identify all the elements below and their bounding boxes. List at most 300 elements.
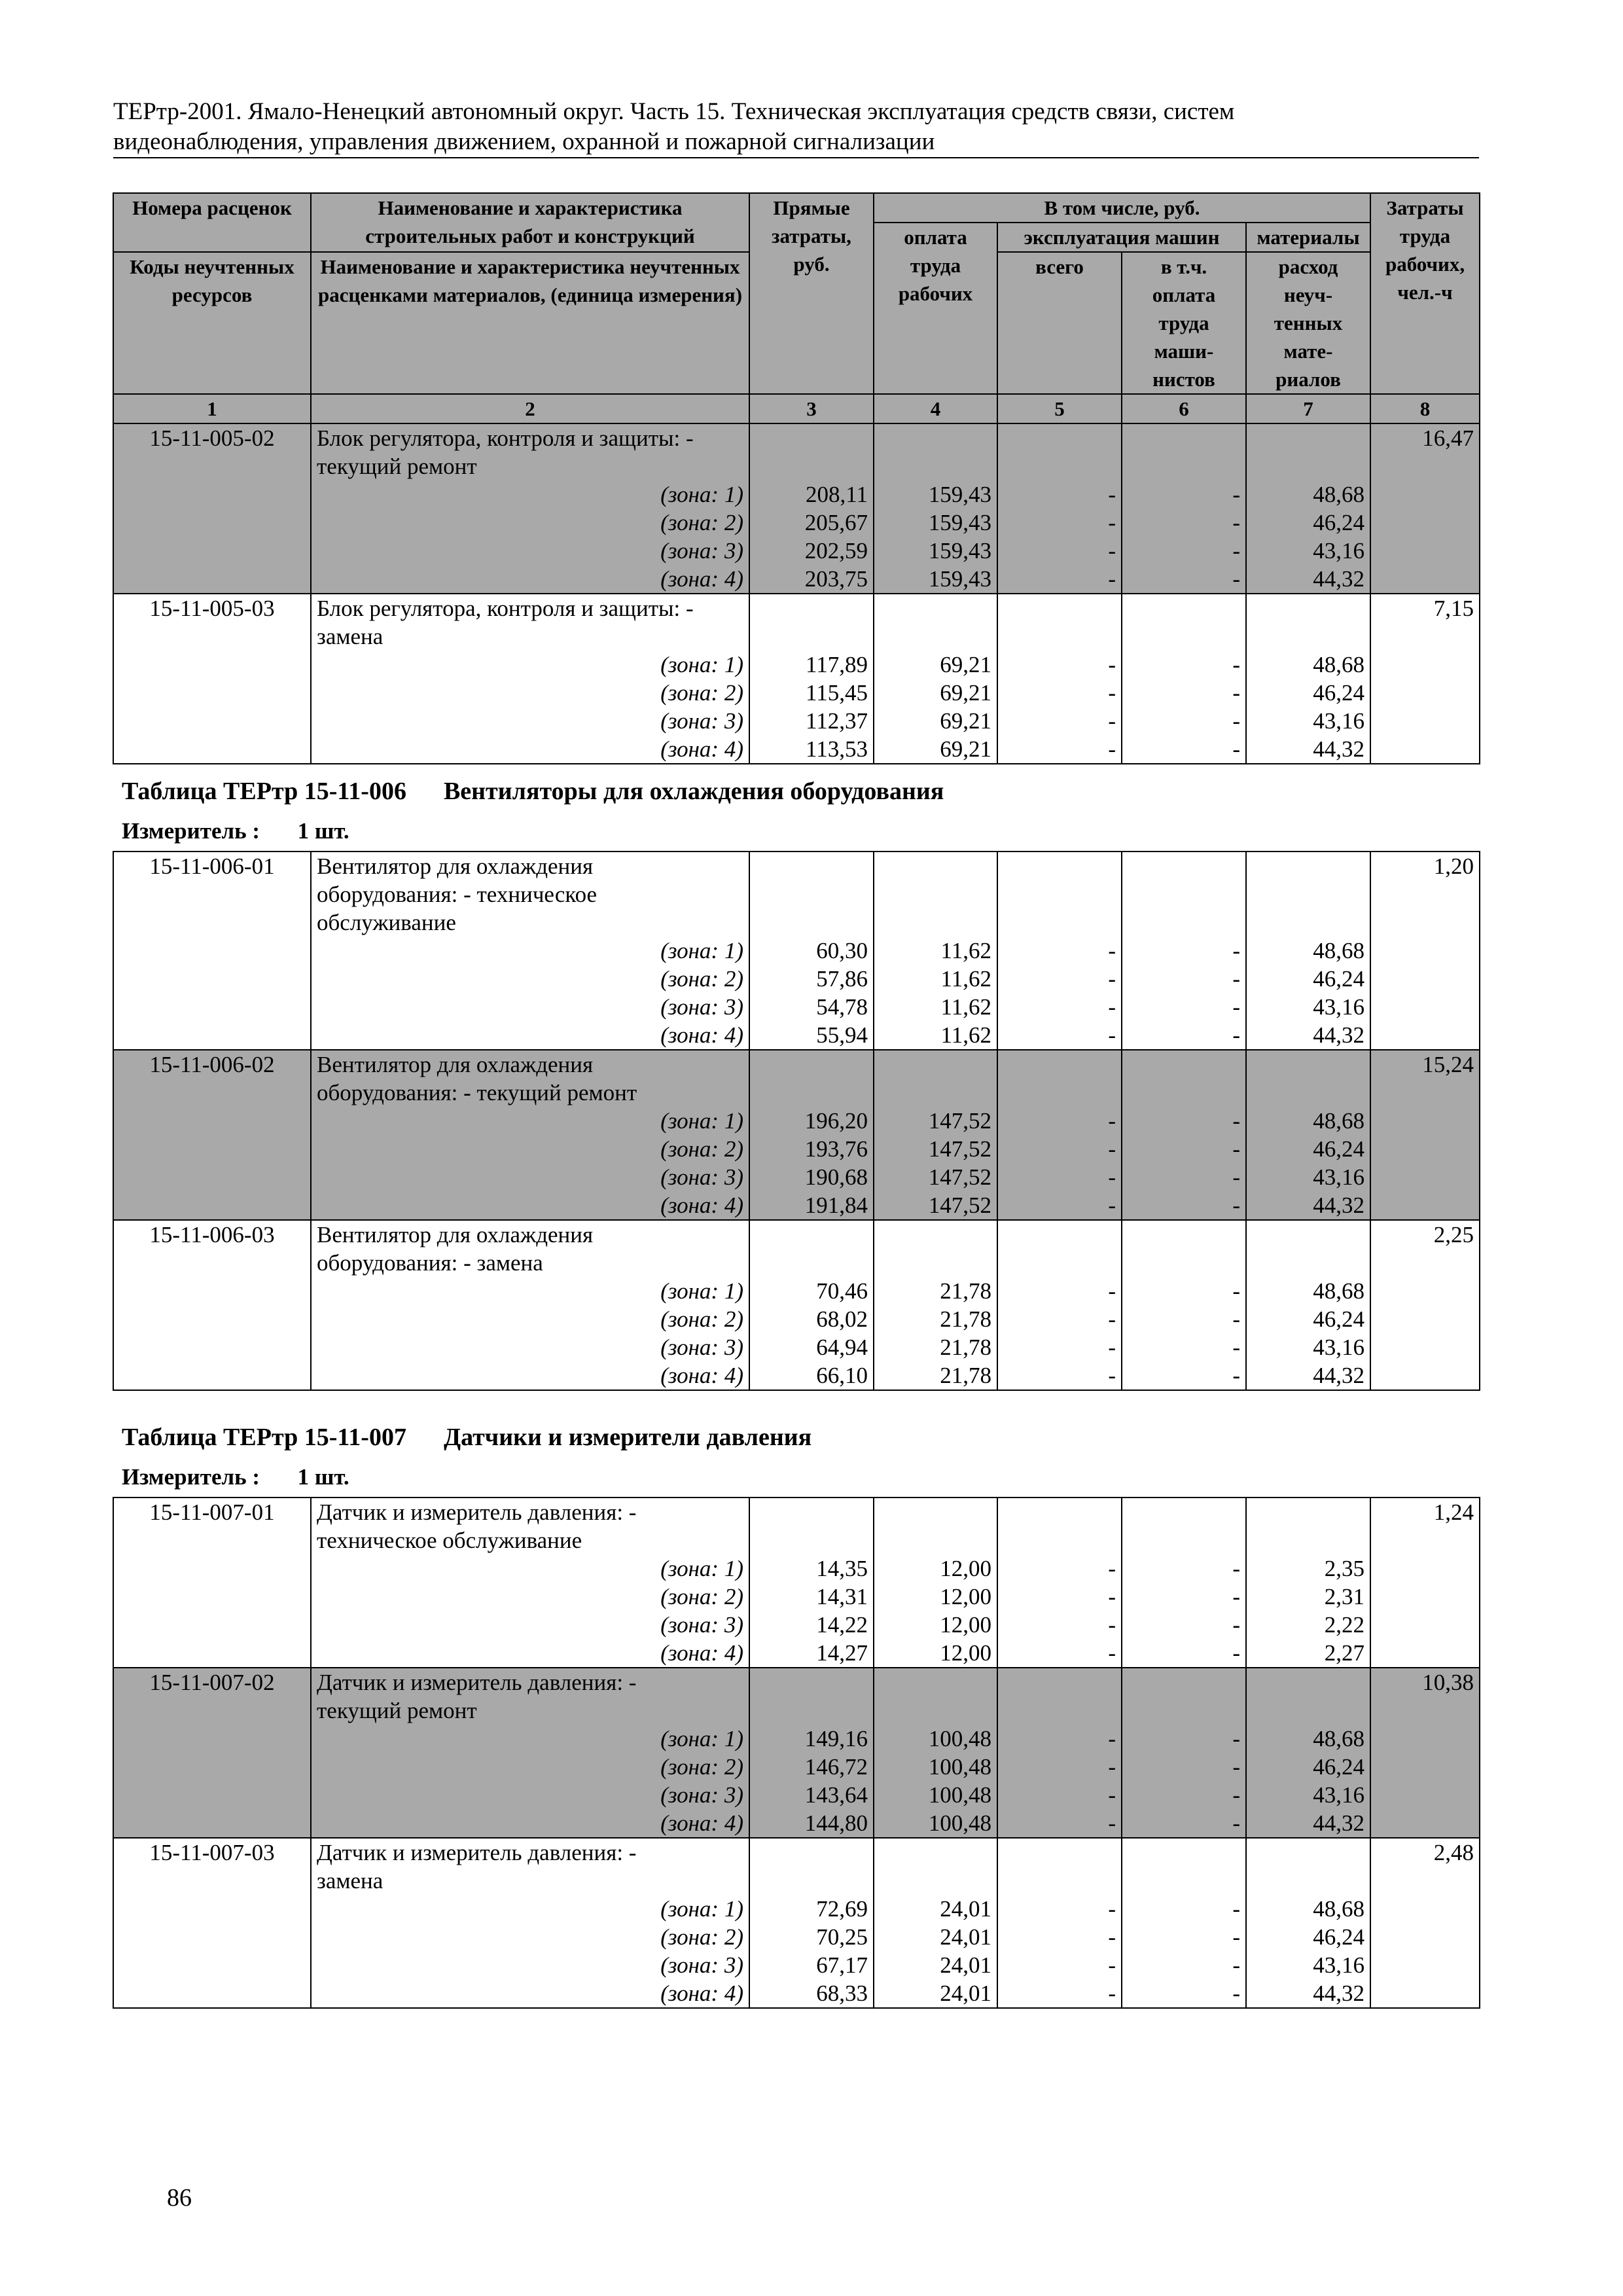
spacer <box>1003 1526 1116 1554</box>
work-name <box>311 852 749 1050</box>
zone-label: (зона: 3) <box>660 538 743 564</box>
spacer <box>880 452 991 480</box>
table-name: Вентиляторы для охлаждения оборудования <box>443 778 944 805</box>
machinist-wages-value: - <box>1232 1164 1240 1190</box>
work-name-line: текущий ремонт <box>317 1698 477 1723</box>
material-use-value: 43,16 <box>1313 1164 1364 1190</box>
rate-entry <box>113 1050 1480 1220</box>
spacer <box>755 880 868 908</box>
material-use-value: 48,68 <box>1313 482 1365 507</box>
machinist-wages-cell <box>1122 1498 1246 1668</box>
machinist-wages-cell <box>1122 1050 1246 1220</box>
machines-total-value: - <box>1108 1584 1116 1609</box>
direct-costs-value: 60,30 <box>816 938 868 963</box>
worker-wages-value: 159,43 <box>928 538 991 564</box>
material-use-cell <box>1246 852 1370 1050</box>
spacer <box>880 424 991 452</box>
rate-code-text: 15-11-007-01 <box>149 1499 275 1525</box>
spacer <box>880 1498 991 1526</box>
machines-total-value: - <box>1108 1556 1116 1581</box>
rate-code <box>113 1838 311 2008</box>
direct-costs-cell <box>749 1668 874 1838</box>
rate-code-text: 15-11-005-03 <box>149 596 275 621</box>
material-use-cell <box>1246 1050 1370 1220</box>
spacer <box>1003 1696 1116 1725</box>
spacer <box>1128 1526 1240 1554</box>
work-name-line: Датчик и измеритель давления: - <box>317 1670 637 1695</box>
spacer <box>880 852 991 880</box>
zone-label: (зона: 3) <box>660 1335 743 1360</box>
work-name-line: оборудования: - замена <box>317 1250 543 1276</box>
zone-label: (зона: 1) <box>660 1108 743 1134</box>
rate-entry <box>113 1220 1480 1390</box>
worker-wages-value: 24,01 <box>940 1896 991 1922</box>
work-name-line: Датчик и измеритель давления: - <box>317 1499 637 1525</box>
col-header-labor: Затраты труда рабочих, чел.-ч <box>1370 193 1480 394</box>
material-use-value: 44,32 <box>1313 1981 1364 2006</box>
spacer <box>1252 1079 1364 1107</box>
worker-wages-cell <box>874 1838 997 2008</box>
table-row <box>113 1838 1480 2008</box>
machines-total-value: - <box>1108 1810 1116 1836</box>
machines-total-value: - <box>1108 1108 1116 1134</box>
material-use-value: 48,68 <box>1313 1108 1364 1134</box>
spacer <box>1252 424 1364 452</box>
unit-label: Измеритель : <box>122 818 260 844</box>
work-name-line: техническое обслуживание <box>317 1528 582 1553</box>
rate-code-text: 15-11-006-01 <box>149 853 275 879</box>
material-use-cell <box>1246 1838 1370 2008</box>
spacer <box>880 1079 991 1107</box>
machines-total-cell <box>997 1668 1122 1838</box>
spacer <box>880 1668 991 1696</box>
material-use-value: 44,32 <box>1313 736 1365 762</box>
spacer <box>880 622 991 651</box>
direct-costs-value: 113,53 <box>806 736 868 762</box>
machinist-wages-value: - <box>1232 1584 1240 1609</box>
spacer <box>1252 1526 1364 1554</box>
material-use-value: 46,24 <box>1313 1754 1364 1780</box>
zone-label: (зона: 2) <box>660 510 743 535</box>
work-name <box>311 423 749 594</box>
spacer <box>1128 908 1240 937</box>
machinist-wages-value: - <box>1232 1335 1240 1360</box>
direct-costs-value: 112,37 <box>806 708 868 734</box>
direct-costs-cell <box>749 594 874 764</box>
spacer <box>1003 1079 1116 1107</box>
work-name-line: Блок регулятора, контроля и защиты: - <box>317 425 694 451</box>
zone-label: (зона: 4) <box>660 1022 743 1048</box>
spacer <box>755 1050 868 1079</box>
machinist-wages-cell <box>1122 852 1246 1050</box>
spacer <box>1252 1696 1364 1725</box>
col-header-wages: оплата труда рабочих <box>874 223 997 394</box>
table-row <box>113 423 1480 594</box>
machines-total-value: - <box>1108 1306 1116 1332</box>
spacer <box>1003 880 1116 908</box>
zone-label: (зона: 1) <box>660 1278 743 1304</box>
machines-total-cell <box>997 1050 1122 1220</box>
spacer <box>755 594 868 622</box>
machinist-wages-value: - <box>1232 1363 1240 1388</box>
labor-value: 2,48 <box>1433 1840 1474 1865</box>
zone-label: (зона: 3) <box>660 1782 743 1808</box>
spacer <box>1252 594 1364 622</box>
rates-table-007 <box>113 1497 1480 2009</box>
spacer <box>755 1696 868 1725</box>
col-header-rates: Номера расценок <box>113 193 311 252</box>
spacer <box>1128 1050 1240 1079</box>
rate-code-text: 15-11-006-02 <box>149 1052 275 1077</box>
zone-label: (зона: 4) <box>660 1193 743 1218</box>
worker-wages-value: 159,43 <box>928 482 991 507</box>
table-row <box>113 1220 1480 1390</box>
labor-cell <box>1370 1050 1480 1220</box>
work-name <box>311 1838 749 2008</box>
col-number: 7 <box>1246 394 1370 423</box>
worker-wages-cell <box>874 1668 997 1838</box>
machinist-wages-value: - <box>1232 1952 1240 1978</box>
spacer <box>1003 424 1116 452</box>
worker-wages-cell <box>874 594 997 764</box>
labor-value: 16,47 <box>1422 425 1474 451</box>
worker-wages-value: 100,48 <box>928 1782 991 1808</box>
direct-costs-value: 196,20 <box>804 1108 868 1134</box>
spacer <box>1128 1221 1240 1249</box>
zone-label: (зона: 4) <box>660 1363 743 1388</box>
material-use-value: 2,22 <box>1324 1612 1364 1638</box>
machines-total-value: - <box>1108 538 1116 564</box>
direct-costs-value: 193,76 <box>804 1136 868 1162</box>
machinist-wages-value: - <box>1232 1108 1240 1134</box>
work-name-line: обслуживание <box>317 910 456 935</box>
spacer <box>1252 852 1364 880</box>
spacer <box>755 1498 868 1526</box>
machines-total-value: - <box>1108 566 1116 592</box>
labor-value: 15,24 <box>1422 1052 1474 1077</box>
machines-total-value: - <box>1108 736 1116 762</box>
zone-label: (зона: 4) <box>660 736 743 762</box>
zone-label: (зона: 3) <box>660 1164 743 1190</box>
direct-costs-value: 143,64 <box>804 1782 868 1808</box>
col-number: 4 <box>874 394 997 423</box>
worker-wages-value: 21,78 <box>940 1278 991 1304</box>
zone-label: (зона: 3) <box>660 1612 743 1638</box>
machinist-wages-value: - <box>1232 938 1240 963</box>
spacer <box>755 1867 868 1895</box>
spacer <box>755 1839 868 1867</box>
work-name <box>311 1050 749 1220</box>
header-line-1: ТЕРтр-2001. Ямало-Ненецкий автономный округ. Часть 15. Техническая эксплуатация средств связи, систем <box>113 98 1235 125</box>
spacer <box>1128 1668 1240 1696</box>
document-header <box>113 97 1479 157</box>
spacer <box>755 1526 868 1554</box>
work-name-line: оборудования: - техническое <box>317 882 597 907</box>
col-number: 2 <box>311 394 749 423</box>
material-use-value: 44,32 <box>1313 1810 1364 1836</box>
zone-label: (зона: 1) <box>660 482 743 507</box>
worker-wages-value: 69,21 <box>940 652 991 677</box>
machines-total-value: - <box>1108 1278 1116 1304</box>
machines-total-cell <box>997 1498 1122 1668</box>
labor-cell <box>1370 1498 1480 1668</box>
spacer <box>755 1079 868 1107</box>
machines-total-value: - <box>1108 1981 1116 2006</box>
machinist-wages-cell <box>1122 423 1246 594</box>
machines-total-value: - <box>1108 1726 1116 1751</box>
spacer <box>1003 1839 1116 1867</box>
material-use-value: 2,27 <box>1324 1640 1364 1666</box>
zone-label: (зона: 3) <box>660 1952 743 1978</box>
direct-costs-value: 144,80 <box>804 1810 868 1836</box>
rate-code <box>113 1050 311 1220</box>
worker-wages-value: 159,43 <box>928 510 991 535</box>
spacer <box>880 1221 991 1249</box>
header-line-2: видеонаблюдения, управления движением, охранной и пожарной сигнализации <box>113 128 935 155</box>
direct-costs-cell <box>749 1498 874 1668</box>
rate-code-text: 15-11-007-03 <box>149 1840 275 1865</box>
spacer <box>1003 622 1116 651</box>
col-number: 8 <box>1370 394 1480 423</box>
labor-cell <box>1370 1220 1480 1390</box>
direct-costs-value: 64,94 <box>816 1335 868 1360</box>
spacer <box>755 1249 868 1277</box>
worker-wages-value: 24,01 <box>940 1981 991 2006</box>
spacer <box>1128 1498 1240 1526</box>
table-number: Таблица ТЕРтр 15-11-007 <box>122 1424 406 1451</box>
direct-costs-value: 117,89 <box>806 652 868 677</box>
material-use-value: 46,24 <box>1313 966 1364 992</box>
material-use-cell <box>1246 1668 1370 1838</box>
worker-wages-cell <box>874 852 997 1050</box>
machines-total-value: - <box>1108 1022 1116 1048</box>
material-use-value: 46,24 <box>1313 1136 1364 1162</box>
spacer <box>1252 622 1364 651</box>
material-use-value: 43,16 <box>1313 1952 1364 1978</box>
rate-code <box>113 852 311 1050</box>
machinist-wages-cell <box>1122 594 1246 764</box>
col-header-machinists-wages: в т.ч. оплата труда маши-нистов <box>1122 252 1246 394</box>
direct-costs-value: 208,11 <box>806 482 868 507</box>
machinist-wages-value: - <box>1232 652 1240 677</box>
spacer <box>1252 1050 1364 1079</box>
spacer <box>1003 908 1116 937</box>
machinist-wages-value: - <box>1232 1640 1240 1666</box>
material-use-value: 44,32 <box>1313 1363 1364 1388</box>
rate-code-text: 15-11-007-02 <box>149 1670 275 1695</box>
spacer <box>755 852 868 880</box>
spacer <box>1252 908 1364 937</box>
spacer <box>1128 594 1240 622</box>
work-name-line: Блок регулятора, контроля и защиты: - <box>317 596 694 621</box>
machines-total-value: - <box>1108 680 1116 706</box>
spacer <box>1003 1867 1116 1895</box>
zone-label: (зона: 3) <box>660 994 743 1020</box>
direct-costs-value: 146,72 <box>804 1754 868 1780</box>
machinist-wages-value: - <box>1232 680 1240 706</box>
spacer <box>880 1839 991 1867</box>
column-numbers-row <box>113 394 1480 423</box>
unit-value: 1 шт. <box>297 1464 349 1490</box>
labor-value: 10,38 <box>1422 1670 1474 1695</box>
material-use-value: 46,24 <box>1313 1306 1364 1332</box>
spacer <box>1003 1668 1116 1696</box>
worker-wages-cell <box>874 1050 997 1220</box>
material-use-value: 48,68 <box>1313 1896 1364 1922</box>
direct-costs-value: 14,22 <box>816 1612 868 1638</box>
work-name-line: замена <box>317 624 383 649</box>
machines-total-cell <box>997 1838 1122 2008</box>
material-use-value: 43,16 <box>1313 994 1364 1020</box>
spacer <box>880 1526 991 1554</box>
worker-wages-value: 21,78 <box>940 1306 991 1332</box>
section-title-006 <box>122 777 944 806</box>
table-row <box>113 594 1480 764</box>
direct-costs-value: 14,27 <box>816 1640 868 1666</box>
spacer <box>1003 594 1116 622</box>
worker-wages-value: 69,21 <box>940 680 991 706</box>
worker-wages-value: 159,43 <box>928 566 991 592</box>
worker-wages-value: 11,62 <box>940 1022 991 1048</box>
direct-costs-value: 55,94 <box>816 1022 868 1048</box>
rate-code <box>113 1668 311 1838</box>
worker-wages-value: 69,21 <box>940 708 991 734</box>
worker-wages-cell <box>874 1220 997 1390</box>
rates-table-006 <box>113 851 1480 1391</box>
direct-costs-value: 54,78 <box>816 994 868 1020</box>
zone-label: (зона: 1) <box>660 652 743 677</box>
table-row <box>113 1050 1480 1220</box>
zone-label: (зона: 1) <box>660 1556 743 1581</box>
col-header-including: В том числе, руб. <box>874 193 1370 223</box>
col-header-machines-total: всего <box>997 252 1122 394</box>
spacer <box>1252 1221 1364 1249</box>
material-use-value: 48,68 <box>1313 1726 1364 1751</box>
direct-costs-value: 191,84 <box>804 1193 868 1218</box>
table-number: Таблица ТЕРтр 15-11-006 <box>122 778 406 805</box>
work-name <box>311 1220 749 1390</box>
zone-label: (зона: 2) <box>660 1306 743 1332</box>
material-use-cell <box>1246 594 1370 764</box>
col-header-resource-codes: Коды неучтенных ресурсов <box>113 252 311 394</box>
worker-wages-value: 69,21 <box>940 736 991 762</box>
zone-label: (зона: 2) <box>660 1584 743 1609</box>
spacer <box>755 622 868 651</box>
spacer <box>1128 1867 1240 1895</box>
spacer <box>880 594 991 622</box>
machines-total-cell <box>997 423 1122 594</box>
machines-total-cell <box>997 852 1122 1050</box>
labor-value: 1,24 <box>1433 1499 1474 1525</box>
machinist-wages-value: - <box>1232 482 1240 507</box>
material-use-value: 44,32 <box>1313 566 1365 592</box>
direct-costs-value: 68,02 <box>816 1306 868 1332</box>
work-name-line: текущий ремонт <box>317 454 477 479</box>
machines-total-value: - <box>1108 510 1116 535</box>
machinist-wages-value: - <box>1232 966 1240 992</box>
direct-costs-value: 203,75 <box>804 566 868 592</box>
spacer <box>1252 1668 1364 1696</box>
work-name-line: Датчик и измеритель давления: - <box>317 1840 637 1865</box>
machinist-wages-value: - <box>1232 1278 1240 1304</box>
rates-table-005 <box>113 192 1480 764</box>
header-rule <box>113 157 1479 158</box>
worker-wages-value: 11,62 <box>940 994 991 1020</box>
material-use-value: 44,32 <box>1313 1022 1364 1048</box>
worker-wages-value: 147,52 <box>928 1108 991 1134</box>
spacer <box>1252 880 1364 908</box>
direct-costs-value: 202,59 <box>804 538 868 564</box>
worker-wages-value: 147,52 <box>928 1136 991 1162</box>
table-row <box>113 1668 1480 1838</box>
direct-costs-cell <box>749 1050 874 1220</box>
section-title-007 <box>122 1423 812 1452</box>
material-use-value: 46,24 <box>1313 510 1365 535</box>
unit-value: 1 шт. <box>297 818 349 844</box>
material-use-cell <box>1246 1220 1370 1390</box>
col-header-direct-costs: Прямые затраты, руб. <box>749 193 874 394</box>
rate-code <box>113 594 311 764</box>
spacer <box>880 1249 991 1277</box>
machinist-wages-value: - <box>1232 1754 1240 1780</box>
spacer <box>1252 1867 1364 1895</box>
spacer <box>1128 622 1240 651</box>
table-header <box>113 193 1480 394</box>
material-use-value: 48,68 <box>1313 938 1364 963</box>
direct-costs-value: 68,33 <box>816 1981 868 2006</box>
material-use-value: 2,31 <box>1324 1584 1364 1609</box>
machines-total-value: - <box>1108 1952 1116 1978</box>
material-use-value: 43,16 <box>1313 538 1365 564</box>
spacer <box>1128 1839 1240 1867</box>
direct-costs-cell <box>749 1220 874 1390</box>
spacer <box>1128 880 1240 908</box>
spacer <box>1128 424 1240 452</box>
spacer <box>1128 452 1240 480</box>
machinist-wages-value: - <box>1232 538 1240 564</box>
zone-label: (зона: 4) <box>660 1810 743 1836</box>
labor-cell <box>1370 423 1480 594</box>
col-header-materials: материалы <box>1246 223 1370 252</box>
col-number: 5 <box>997 394 1122 423</box>
zone-label: (зона: 2) <box>660 1924 743 1950</box>
col-header-machines: эксплуатация машин <box>997 223 1246 252</box>
labor-cell <box>1370 1668 1480 1838</box>
rate-code <box>113 423 311 594</box>
direct-costs-cell <box>749 423 874 594</box>
material-use-value: 46,24 <box>1313 1924 1364 1950</box>
zone-label: (зона: 2) <box>660 680 743 706</box>
direct-costs-value: 205,67 <box>804 510 868 535</box>
spacer <box>1003 1498 1116 1526</box>
machines-total-value: - <box>1108 1782 1116 1808</box>
machines-total-value: - <box>1108 1136 1116 1162</box>
worker-wages-value: 12,00 <box>940 1612 991 1638</box>
worker-wages-value: 11,62 <box>940 966 991 992</box>
zone-label: (зона: 4) <box>660 566 743 592</box>
machines-total-value: - <box>1108 1896 1116 1922</box>
material-use-value: 44,32 <box>1313 1193 1364 1218</box>
machinist-wages-value: - <box>1232 1782 1240 1808</box>
direct-costs-value: 70,25 <box>816 1924 868 1950</box>
machines-total-value: - <box>1108 1924 1116 1950</box>
labor-value: 1,20 <box>1433 853 1474 879</box>
zone-label: (зона: 2) <box>660 1136 743 1162</box>
rate-entry <box>113 852 1480 1050</box>
worker-wages-value: 100,48 <box>928 1810 991 1836</box>
work-name <box>311 594 749 764</box>
machines-total-value: - <box>1108 1640 1116 1666</box>
